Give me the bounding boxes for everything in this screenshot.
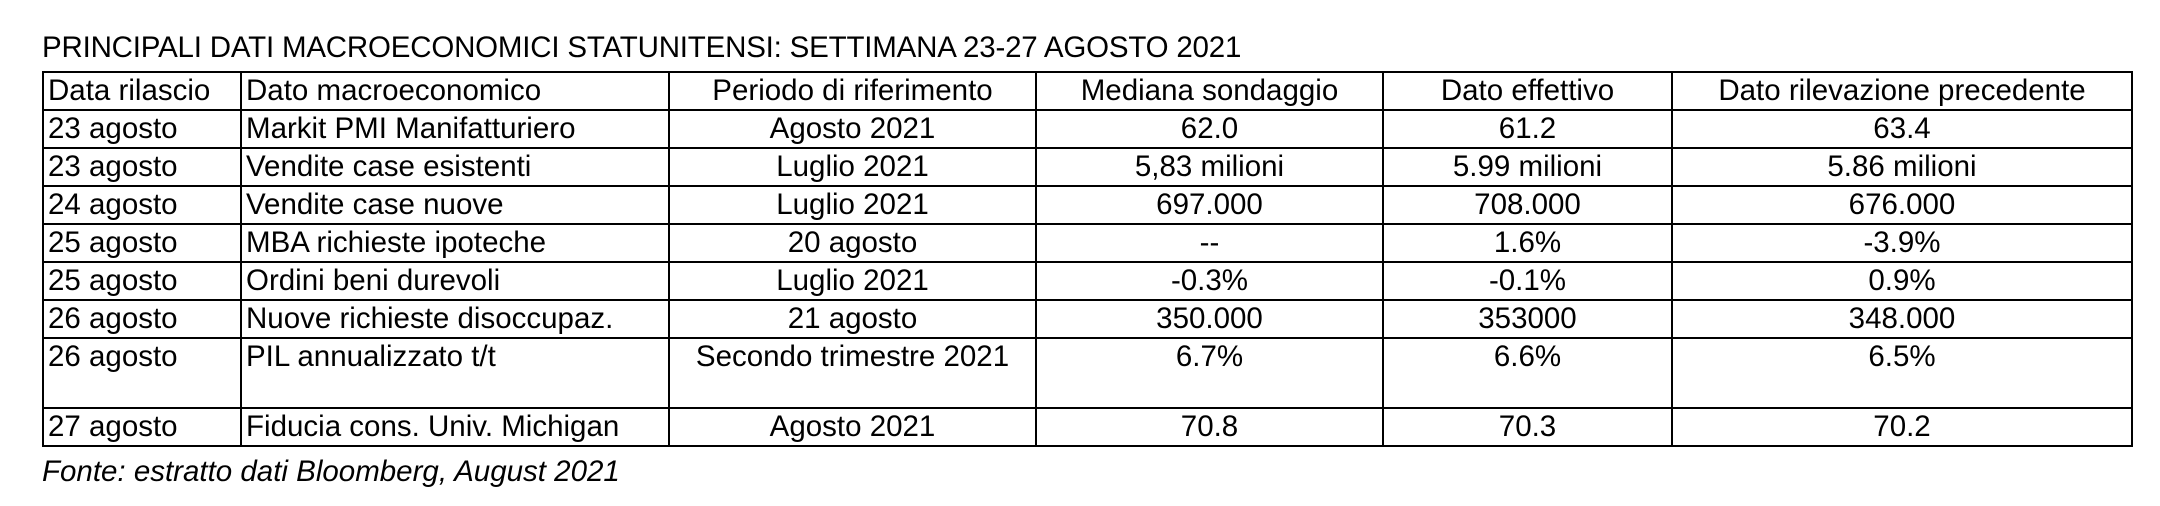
- header-cell-release-date: Data rilascio: [43, 72, 241, 110]
- table-row: [43, 186, 2132, 224]
- previous-value-cell: 70.2: [1672, 408, 2132, 446]
- macro-data-table: [42, 71, 2133, 447]
- previous-value-cell: 0.9%: [1672, 262, 2132, 300]
- indicator-cell: Vendite case nuove: [241, 186, 669, 224]
- table-row: [43, 408, 2132, 446]
- indicator-cell: Markit PMI Manifatturiero: [241, 110, 669, 148]
- indicator-cell: Nuove richieste disoccupaz.: [241, 300, 669, 338]
- release-date-cell: 26 agosto: [43, 300, 241, 338]
- actual-value-cell: 1.6%: [1383, 224, 1672, 262]
- indicator-cell: PIL annualizzato t/t: [241, 338, 669, 408]
- reference-period-cell: Agosto 2021: [669, 110, 1036, 148]
- release-date-cell: 27 agosto: [43, 408, 241, 446]
- header-cell-previous-value: Dato rilevazione precedente: [1672, 72, 2132, 110]
- header-row: [43, 72, 2132, 110]
- previous-value-cell: 6.5%: [1672, 338, 2132, 408]
- indicator-cell: Fiducia cons. Univ. Michigan: [241, 408, 669, 446]
- reference-period-cell: 21 agosto: [669, 300, 1036, 338]
- survey-median-cell: 62.0: [1036, 110, 1383, 148]
- table-row: [43, 224, 2132, 262]
- reference-period-cell: Luglio 2021: [669, 148, 1036, 186]
- survey-median-cell: --: [1036, 224, 1383, 262]
- previous-value-cell: 5.86 milioni: [1672, 148, 2132, 186]
- indicator-cell: MBA richieste ipoteche: [241, 224, 669, 262]
- table-row: [43, 300, 2132, 338]
- actual-value-cell: 6.6%: [1383, 338, 1672, 408]
- source-note: Fonte: estratto dati Bloomberg, August 2021: [42, 455, 620, 488]
- release-date-cell: 25 agosto: [43, 224, 241, 262]
- header-cell-reference-period: Periodo di riferimento: [669, 72, 1036, 110]
- previous-value-cell: 63.4: [1672, 110, 2132, 148]
- table-row: [43, 110, 2132, 148]
- header-cell-survey-median: Mediana sondaggio: [1036, 72, 1383, 110]
- release-date-cell: 23 agosto: [43, 110, 241, 148]
- table-row: [43, 148, 2132, 186]
- survey-median-cell: -0.3%: [1036, 262, 1383, 300]
- actual-value-cell: 708.000: [1383, 186, 1672, 224]
- table-title: PRINCIPALI DATI MACROECONOMICI STATUNITENSI: SETTIMANA 23-27 AGOSTO 2021: [42, 31, 1242, 64]
- survey-median-cell: 697.000: [1036, 186, 1383, 224]
- actual-value-cell: 61.2: [1383, 110, 1672, 148]
- reference-period-cell: Secondo trimestre 2021: [669, 338, 1036, 408]
- release-date-cell: 25 agosto: [43, 262, 241, 300]
- reference-period-cell: Luglio 2021: [669, 262, 1036, 300]
- actual-value-cell: 5.99 milioni: [1383, 148, 1672, 186]
- reference-period-cell: 20 agosto: [669, 224, 1036, 262]
- actual-value-cell: 70.3: [1383, 408, 1672, 446]
- actual-value-cell: -0.1%: [1383, 262, 1672, 300]
- reference-period-cell: Agosto 2021: [669, 408, 1036, 446]
- previous-value-cell: -3.9%: [1672, 224, 2132, 262]
- table-row: [43, 262, 2132, 300]
- indicator-cell: Ordini beni durevoli: [241, 262, 669, 300]
- release-date-cell: 24 agosto: [43, 186, 241, 224]
- survey-median-cell: 5,83 milioni: [1036, 148, 1383, 186]
- previous-value-cell: 348.000: [1672, 300, 2132, 338]
- table-row: [43, 338, 2132, 408]
- reference-period-cell: Luglio 2021: [669, 186, 1036, 224]
- header-cell-actual-value: Dato effettivo: [1383, 72, 1672, 110]
- survey-median-cell: 6.7%: [1036, 338, 1383, 408]
- release-date-cell: 26 agosto: [43, 338, 241, 408]
- release-date-cell: 23 agosto: [43, 148, 241, 186]
- survey-median-cell: 350.000: [1036, 300, 1383, 338]
- header-cell-indicator: Dato macroeconomico: [241, 72, 669, 110]
- actual-value-cell: 353000: [1383, 300, 1672, 338]
- previous-value-cell: 676.000: [1672, 186, 2132, 224]
- survey-median-cell: 70.8: [1036, 408, 1383, 446]
- indicator-cell: Vendite case esistenti: [241, 148, 669, 186]
